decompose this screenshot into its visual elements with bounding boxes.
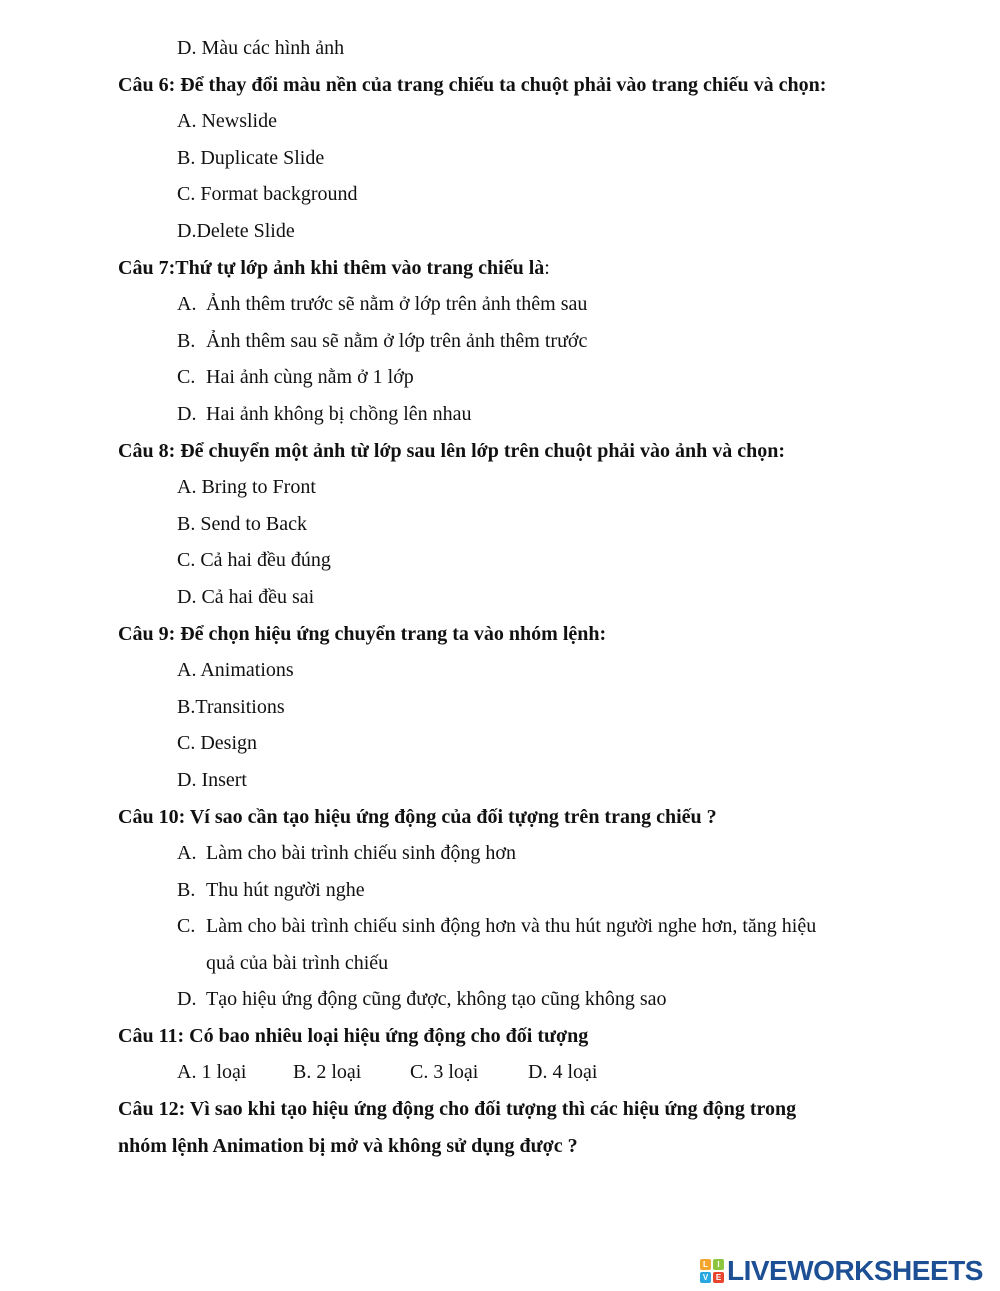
q7-option-c[interactable]: [177, 365, 414, 389]
liveworksheets-logo-icon: [700, 1259, 724, 1283]
q11-options-row: [0, 1060, 1000, 1084]
logo-tile-l: L: [700, 1259, 711, 1270]
option-label: C.: [177, 366, 196, 388]
q6-option-d[interactable]: D.Delete Slide: [177, 220, 295, 242]
option-label: D.: [177, 988, 197, 1010]
option-label: A.: [177, 842, 197, 864]
q10-option-c[interactable]: [177, 914, 816, 938]
question-10: Câu 10: Ví sao cần tạo hiệu ứng động của đối tựợng trên trang chiếu ?: [118, 806, 717, 828]
option-label: D.: [177, 403, 197, 425]
q9-option-a[interactable]: A. Animations: [177, 659, 294, 681]
q10-option-d[interactable]: [177, 987, 667, 1011]
liveworksheets-logo: [700, 1254, 983, 1288]
liveworksheets-logo-text: LIVEWORKSHEETS: [727, 1255, 983, 1286]
question-7: [118, 256, 550, 280]
q11-option-a[interactable]: A. 1 loại: [177, 1061, 247, 1083]
question-12-line-2: nhóm lệnh Animation bị mở và không sử dụng được ?: [118, 1135, 578, 1157]
option-text: Hai ảnh cùng nằm ở 1 lớp: [206, 366, 414, 388]
question-11: Câu 11: Có bao nhiêu loại hiệu ứng động cho đối tượng: [118, 1025, 589, 1047]
option-text: Làm cho bài trình chiếu sinh động hơn: [206, 842, 516, 864]
q8-option-b[interactable]: B. Send to Back: [177, 513, 307, 535]
q10-option-b[interactable]: [177, 878, 365, 902]
q9-option-b[interactable]: B.Transitions: [177, 696, 285, 718]
q9-option-d[interactable]: D. Insert: [177, 769, 247, 791]
q8-option-d[interactable]: D. Cả hai đều sai: [177, 586, 315, 608]
option-text: Tạo hiệu ứng động cũng được, không tạo cũng không sao: [206, 988, 667, 1010]
option-label: A.: [177, 293, 197, 315]
q11-option-c[interactable]: C. 3 loại: [410, 1061, 479, 1083]
q11-option-d[interactable]: D. 4 loại: [528, 1061, 598, 1083]
q11-option-b[interactable]: B. 2 loại: [293, 1061, 362, 1083]
logo-tile-e: E: [713, 1272, 724, 1283]
option-label: B.: [177, 879, 196, 901]
q7-option-b[interactable]: [177, 329, 587, 353]
q8-option-c[interactable]: C. Cả hai đều đúng: [177, 549, 331, 571]
option-label: B.: [177, 330, 196, 352]
option-text: Ảnh thêm trước sẽ nằm ở lớp trên ảnh thêm sau: [206, 293, 588, 315]
q8-option-a[interactable]: A. Bring to Front: [177, 476, 316, 498]
q6-option-b[interactable]: B. Duplicate Slide: [177, 147, 325, 169]
option-text: Hai ảnh không bị chồng lên nhau: [206, 403, 472, 425]
logo-tile-i: I: [713, 1259, 724, 1270]
option-text: Thu hút người nghe: [206, 879, 365, 901]
q6-option-a[interactable]: A. Newslide: [177, 110, 277, 132]
q10-option-a[interactable]: [177, 841, 516, 865]
q6-option-c[interactable]: C. Format background: [177, 183, 358, 205]
q7-option-d[interactable]: [177, 402, 472, 426]
question-8: Câu 8: Để chuyển một ảnh từ lớp sau lên lớp trên chuột phải vào ảnh và chọn:: [118, 440, 786, 462]
q9-option-c[interactable]: C. Design: [177, 732, 257, 754]
q5-option-d: D. Màu các hình ảnh: [177, 37, 345, 59]
question-9: Câu 9: Để chọn hiệu ứng chuyển trang ta vào nhóm lệnh:: [118, 623, 607, 645]
option-label: C.: [177, 915, 196, 937]
logo-tile-v: V: [700, 1272, 711, 1283]
question-7-colon: :: [544, 257, 550, 279]
question-12-line-1: Câu 12: Vì sao khi tạo hiệu ứng động cho đối tượng thì các hiệu ứng động trong: [118, 1098, 797, 1120]
question-7-text: Câu 7:Thứ tự lớp ảnh khi thêm vào trang chiếu là: [118, 257, 545, 279]
option-text: Làm cho bài trình chiếu sinh động hơn và thu hút người nghe hơn, tăng hiệu: [206, 915, 817, 937]
question-6: Câu 6: Để thay đổi màu nền của trang chiếu ta chuột phải vào trang chiếu và chọn:: [118, 74, 827, 96]
option-text: Ảnh thêm sau sẽ nằm ở lớp trên ảnh thêm trước: [206, 330, 588, 352]
q10-option-c-continuation: quả của bài trình chiếu: [206, 952, 389, 974]
q7-option-a[interactable]: [177, 292, 587, 316]
